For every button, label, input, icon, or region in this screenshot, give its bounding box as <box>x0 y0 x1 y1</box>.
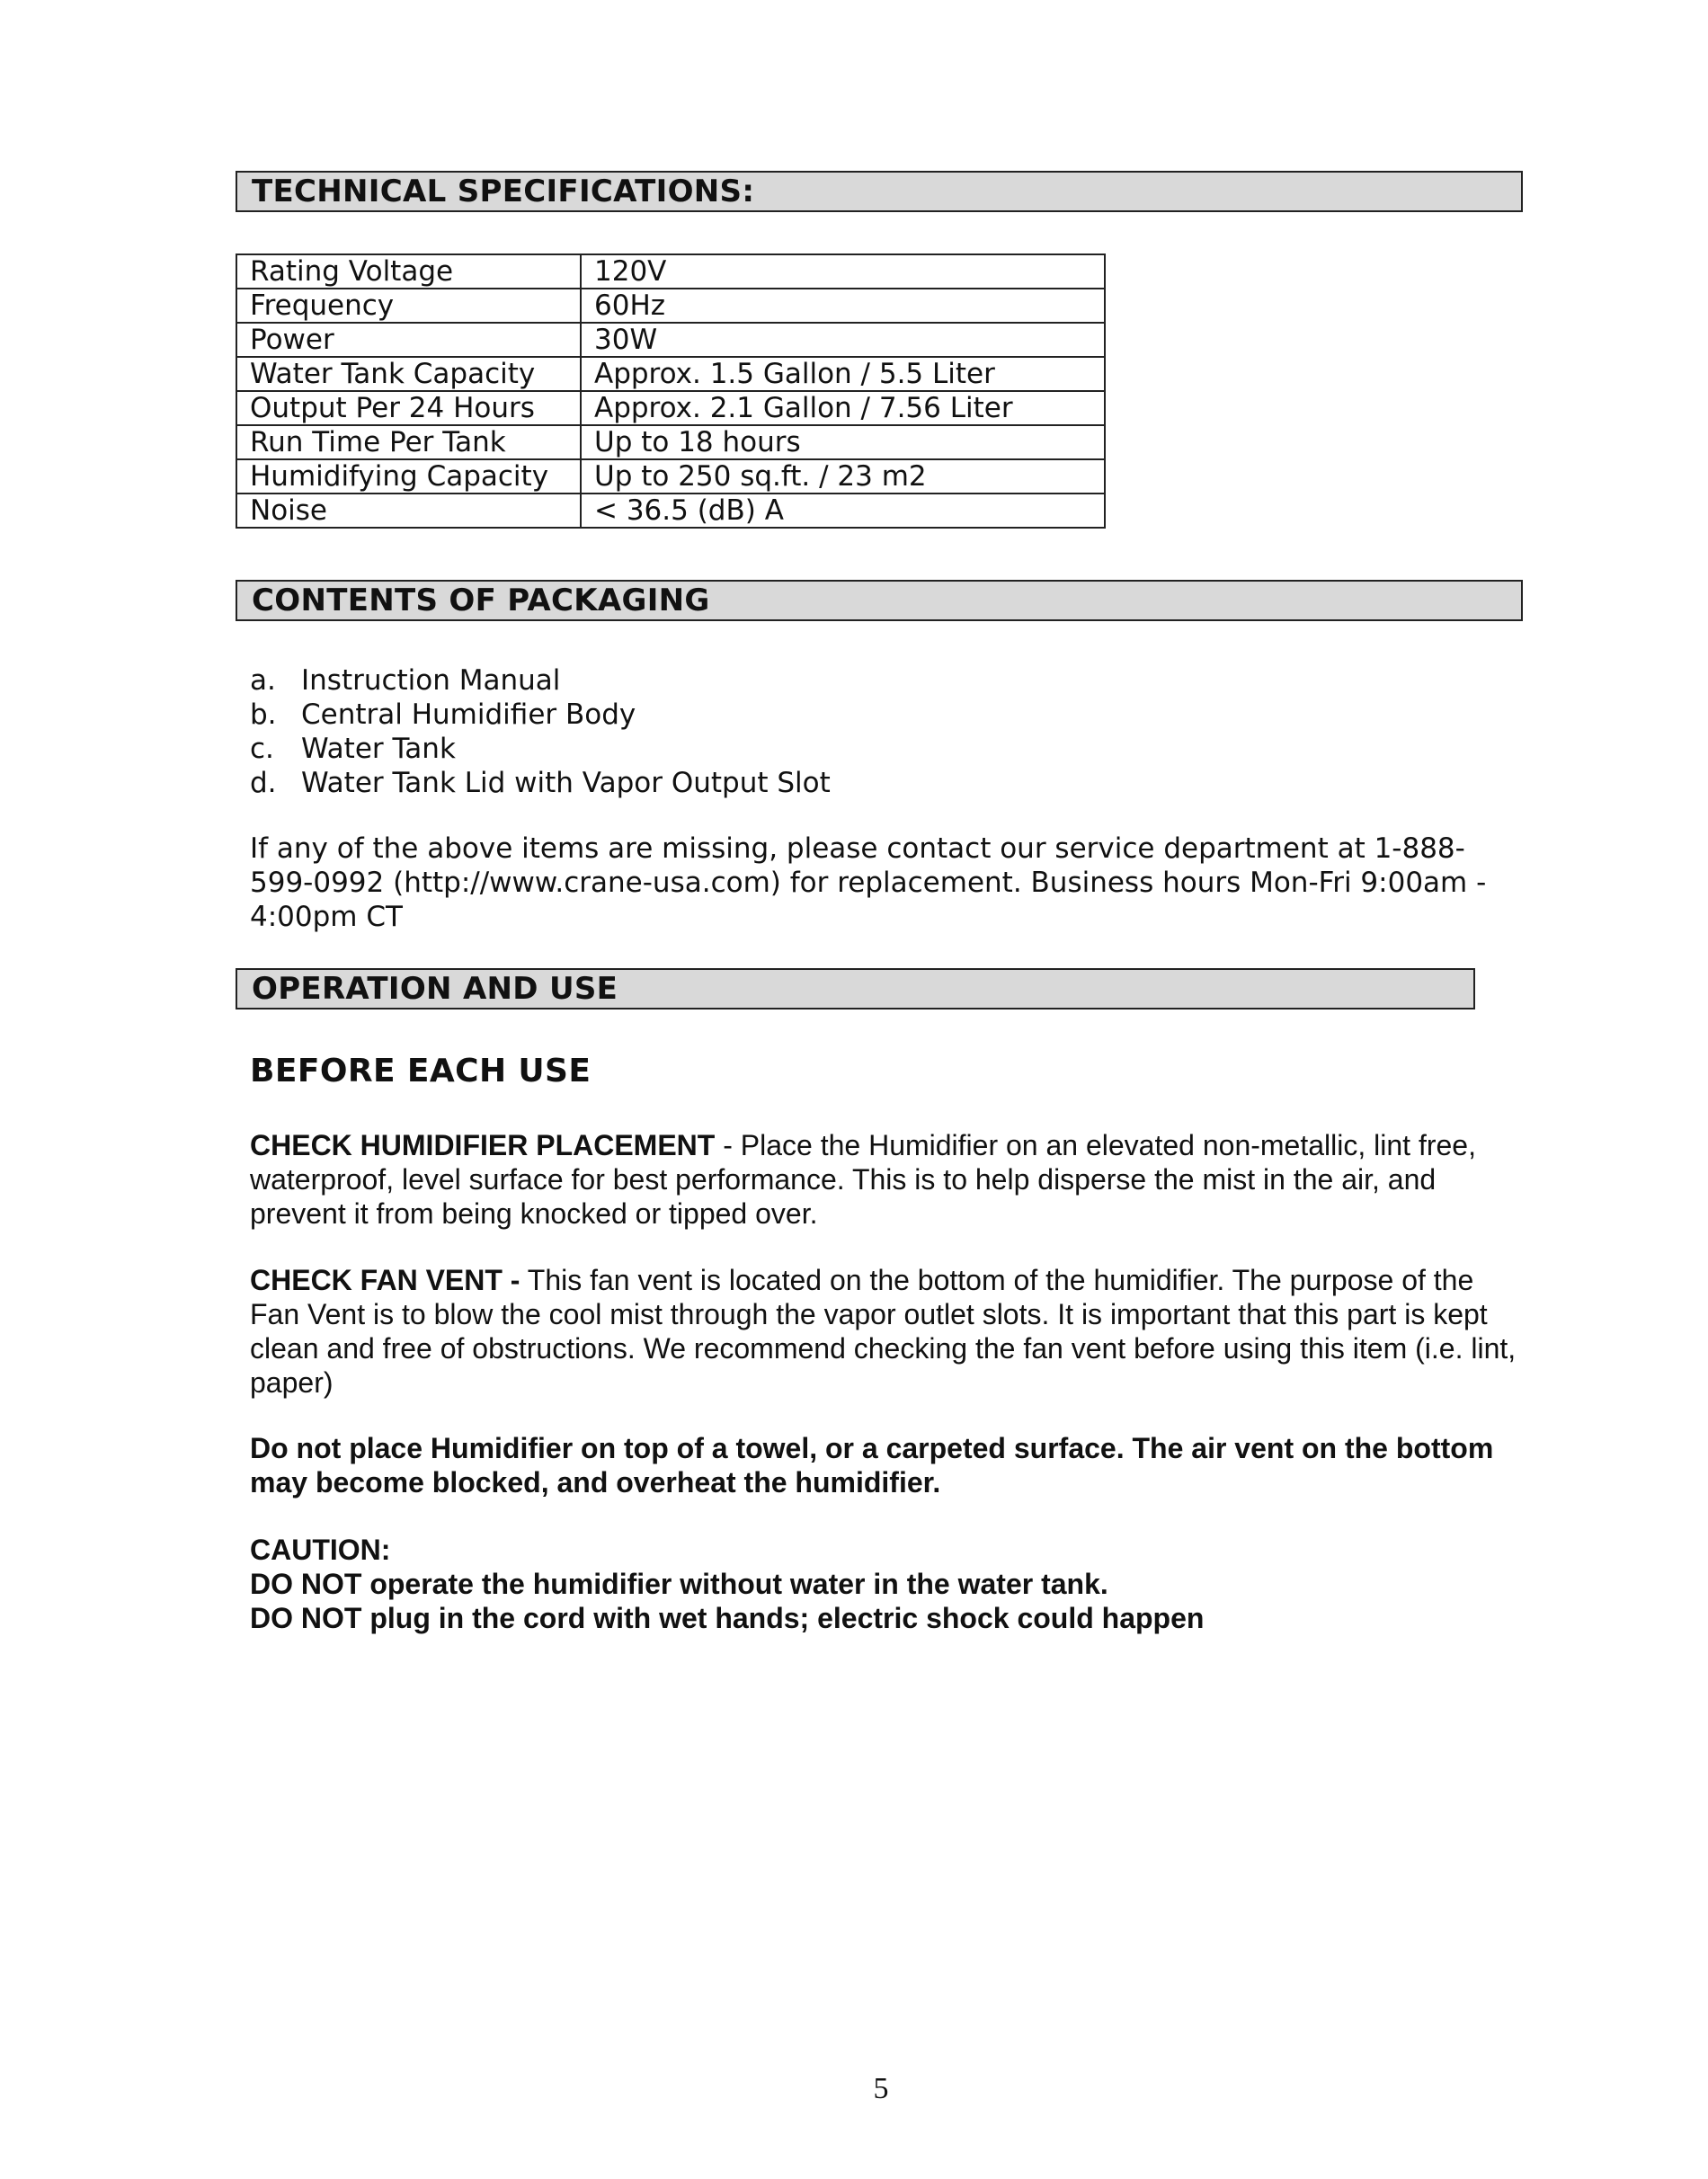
list-marker: c. <box>250 733 274 765</box>
table-row <box>236 254 1105 289</box>
operation-and-use-heading: OPERATION AND USE <box>236 968 1475 1009</box>
spec-value: Up to 250 sq.ft. / 23 m2 <box>581 459 1105 494</box>
table-row <box>236 391 1105 425</box>
caution-line: DO NOT operate the humidifier without water in the water tank. <box>250 1568 1108 1600</box>
list-item-text: Water Tank <box>301 733 456 765</box>
spec-label: Run Time Per Tank <box>236 425 581 459</box>
caution-line: DO NOT plug in the cord with wet hands; electric shock could happen <box>250 1602 1205 1634</box>
list-item <box>250 766 831 800</box>
spec-value: < 36.5 (dB) A <box>581 494 1105 528</box>
list-marker: d. <box>250 767 277 799</box>
spec-label: Rating Voltage <box>236 254 581 289</box>
list-item <box>250 698 831 732</box>
before-each-use-heading: BEFORE EACH USE <box>250 1053 592 1090</box>
list-item-text: Instruction Manual <box>301 664 561 697</box>
table-row <box>236 494 1105 528</box>
list-item-text: Central Humidifier Body <box>301 698 636 731</box>
caution-block <box>250 1533 1526 1635</box>
caution-title: CAUTION: <box>250 1534 391 1566</box>
spec-label: Frequency <box>236 289 581 323</box>
list-marker: a. <box>250 664 276 697</box>
fan-vent-label: CHECK FAN VENT - <box>250 1264 520 1296</box>
spec-value: 60Hz <box>581 289 1105 323</box>
missing-items-note: If any of the above items are missing, please contact our service department at 1-888-599-0992 (http://www.crane-usa.com) for replacement. Business hours Mon-Fri 9:00am - 4:00pm CT <box>250 832 1487 933</box>
spec-value: Approx. 2.1 Gallon / 7.56 Liter <box>581 391 1105 425</box>
technical-specifications-heading: TECHNICAL SPECIFICATIONS: <box>236 171 1523 212</box>
placement-paragraph <box>250 1128 1526 1231</box>
spec-value: 120V <box>581 254 1105 289</box>
spec-value: Up to 18 hours <box>581 425 1105 459</box>
table-row <box>236 289 1105 323</box>
table-row <box>236 323 1105 357</box>
contents-list <box>250 663 831 800</box>
page-number: 5 <box>873 2072 889 2105</box>
list-marker: b. <box>250 698 277 731</box>
table-row <box>236 357 1105 391</box>
spec-label: Water Tank Capacity <box>236 357 581 391</box>
fan-vent-paragraph <box>250 1263 1526 1400</box>
specifications-table <box>236 253 1106 529</box>
fan-vent-text: This fan vent is located on the bottom of the humidifier. The purpose of the Fan Vent is to blow the cool mist through the vapor outlet slots. It is important that this part is kept clean and free of obstructions. We recommend checking the fan vent before using this item (i.e. lint, paper) <box>250 1264 1517 1399</box>
table-row <box>236 425 1105 459</box>
list-item-text: Water Tank Lid with Vapor Output Slot <box>301 767 831 799</box>
spec-label: Output Per 24 Hours <box>236 391 581 425</box>
list-item <box>250 732 831 766</box>
placement-label: CHECK HUMIDIFIER PLACEMENT <box>250 1129 716 1161</box>
spec-value: Approx. 1.5 Gallon / 5.5 Liter <box>581 357 1105 391</box>
contents-of-packaging-heading: CONTENTS OF PACKAGING <box>236 580 1523 621</box>
placement-text: - Place the Humidifier on an elevated non-metallic, lint free, waterproof, level surface for best performance. This is to help disperse the mist in the air, and prevent it from being knocked or tipped over. <box>250 1129 1476 1230</box>
table-row <box>236 459 1105 494</box>
spec-label: Power <box>236 323 581 357</box>
list-item <box>250 663 831 698</box>
spec-label: Humidifying Capacity <box>236 459 581 494</box>
towel-warning: Do not place Humidifier on top of a towel, or a carpeted surface. The air vent on the bottom may become blocked, and overheat the humidifier. <box>250 1432 1494 1499</box>
spec-label: Noise <box>236 494 581 528</box>
spec-value: 30W <box>581 323 1105 357</box>
